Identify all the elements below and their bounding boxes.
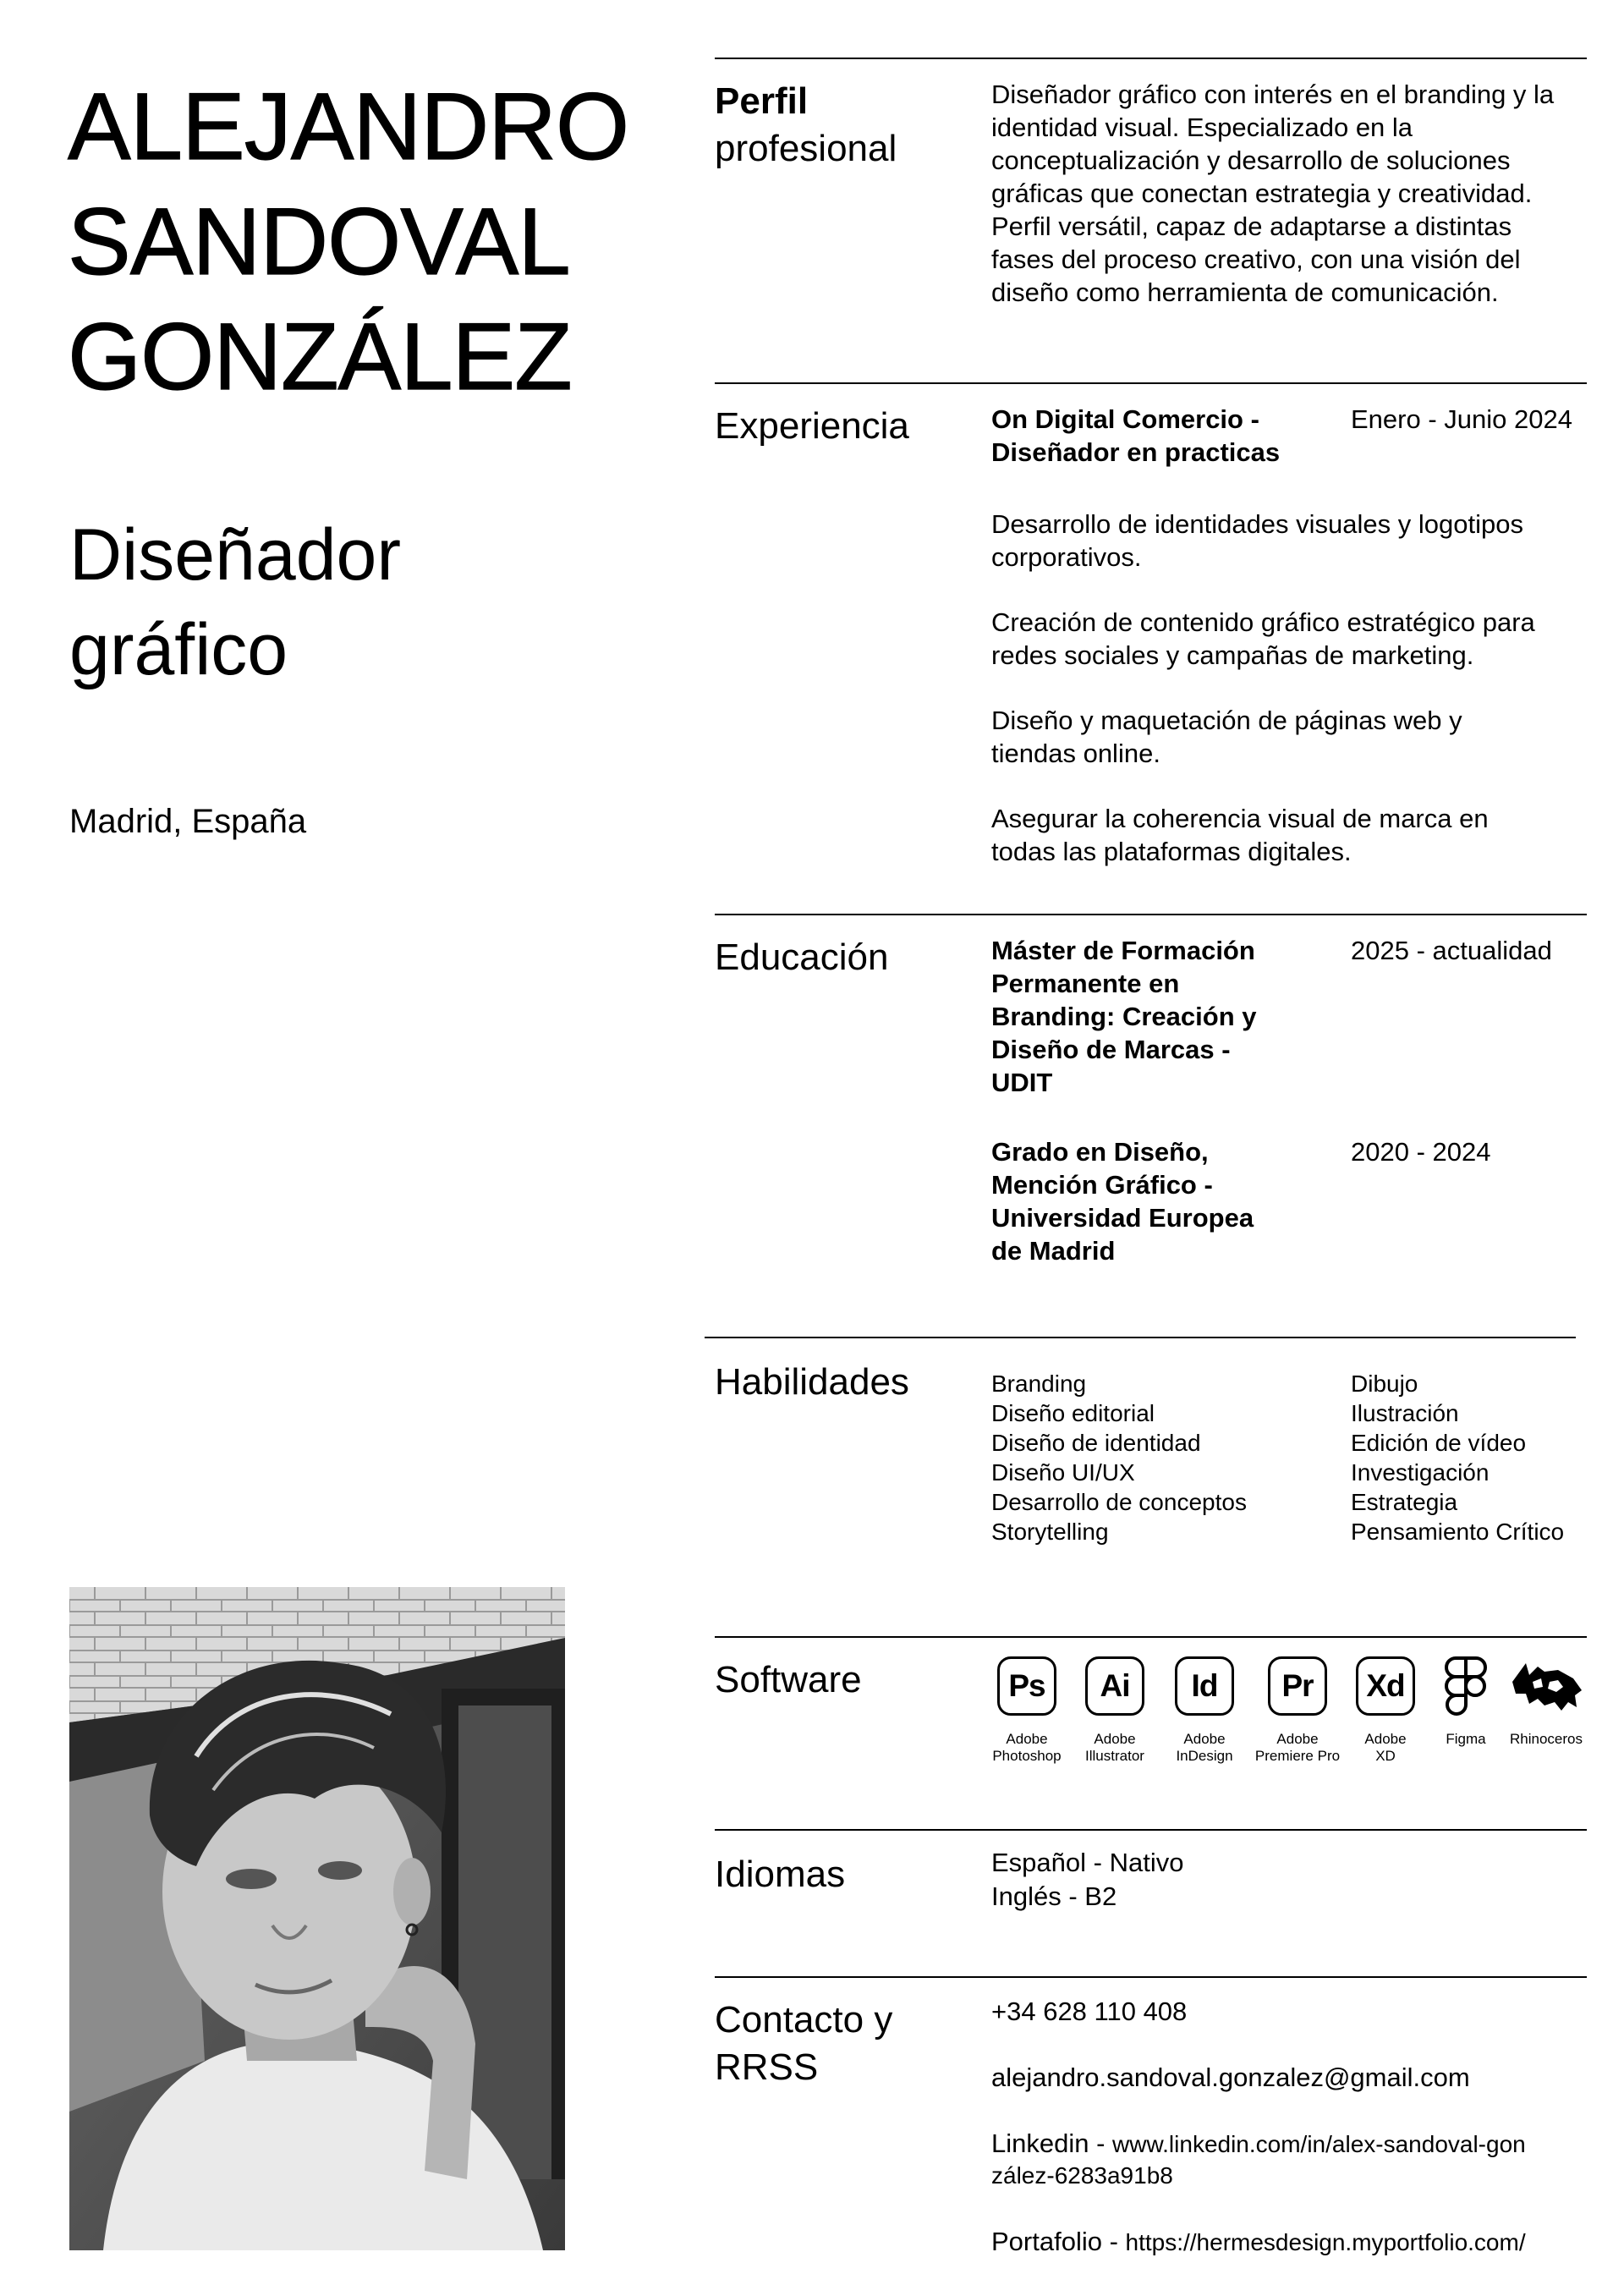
figma-icon [1440, 1656, 1491, 1719]
education-item: Máster de Formación Permanente en Branding: Creación y Diseño de Marcas - UDIT [991, 936, 1257, 1097]
skill-item: Branding [991, 1370, 1087, 1397]
job-date: Enero - Junio 2024 [1351, 404, 1572, 434]
section-title-idiomas: Idiomas [715, 1854, 846, 1895]
section-title-contacto: Contacto y RRSS [715, 1999, 893, 2088]
divider-educacion [715, 914, 1587, 915]
skill-item: Estrategia [1351, 1489, 1458, 1515]
email-link[interactable]: alejandro.sandoval.gonzalez@gmail.com [991, 2063, 1470, 2092]
skill-item: Diseño editorial [991, 1400, 1155, 1426]
software-illustrator: Ai Adobe Illustrator [1073, 1656, 1157, 1765]
location: Madrid, España [69, 803, 307, 840]
xd-icon: Xd [1356, 1656, 1415, 1716]
phone-number[interactable]: +34 628 110 408 [991, 1997, 1188, 2026]
divider-experiencia [715, 382, 1587, 384]
divider-software [715, 1636, 1587, 1638]
skills-column-1 [991, 1369, 1247, 1546]
linkedin-link[interactable]: Linkedin - www.linkedin.com/in/alex-sandoval-gon [991, 2128, 1526, 2158]
software-figma: Figma [1428, 1656, 1504, 1748]
section-title-software: Software [715, 1659, 862, 1700]
section-title-perfil: Perfil profesional [715, 80, 897, 169]
indesign-icon: Id [1175, 1656, 1234, 1716]
portfolio-link[interactable]: Portafolio - https://hermesdesign.myportfolio.com/ [991, 2227, 1526, 2256]
skill-item: Dibujo [1351, 1370, 1418, 1397]
job-role: Diseñador gráfico [69, 514, 401, 690]
job-title: On Digital Comercio - Diseñador en practicas [991, 404, 1281, 467]
skill-item: Edición de vídeo [1351, 1430, 1527, 1456]
skill-item: Desarrollo de conceptos [991, 1489, 1247, 1515]
language-item: Inglés - B2 [991, 1881, 1117, 1911]
skill-item: Diseño UI/UX [991, 1459, 1135, 1486]
job-task: Creación de contenido gráfico estratégico para redes sociales y campañas de marketing. [991, 607, 1535, 670]
section-title-educacion: Educación [715, 937, 889, 978]
linkedin-link-continued[interactable]: zález-6283a91b8 [991, 2162, 1173, 2189]
job-task: Diseño y maquetación de páginas web y tiendas online. [991, 706, 1462, 768]
education-item: Grado en Diseño, Mención Gráfico - Universidad Europea de Madrid [991, 1137, 1254, 1266]
skill-item: Pensamiento Crítico [1351, 1519, 1565, 1545]
language-item: Español - Nativo [991, 1848, 1184, 1877]
software-xd: Xd Adobe XD [1343, 1656, 1428, 1765]
divider-idiomas [715, 1829, 1587, 1831]
premiere-icon: Pr [1268, 1656, 1327, 1716]
software-indesign: Id Adobe InDesign [1162, 1656, 1247, 1765]
divider-habilidades [705, 1337, 1576, 1338]
rhinoceros-icon [1507, 1656, 1585, 1719]
full-name: ALEJANDRO SANDOVAL GONZÁLEZ [68, 74, 629, 409]
education-date: 2025 - actualidad [1351, 936, 1552, 965]
skill-item: Diseño de identidad [991, 1430, 1201, 1456]
divider-top [715, 58, 1587, 59]
profile-photo [69, 1587, 565, 2250]
software-premiere: Pr Adobe Premiere Pro [1251, 1656, 1344, 1765]
photoshop-icon: Ps [997, 1656, 1056, 1716]
section-title-experiencia: Experiencia [715, 405, 909, 447]
skill-item: Ilustración [1351, 1400, 1459, 1426]
skill-item: Investigación [1351, 1459, 1490, 1486]
skills-column-2 [1351, 1369, 1564, 1546]
education-date: 2020 - 2024 [1351, 1137, 1491, 1167]
perfil-text: Diseñador gráfico con interés en el branding y la identidad visual. Especializado en la conceptualización y desarrollo de soluciones gráficas que conectan estrategia y creatividad. Perfil versátil, capaz de adaptarse a distintas fases del proceso creativo, con una visión del diseño como herramienta de comunicación. [991, 80, 1555, 307]
divider-contacto [715, 1976, 1587, 1978]
section-title-habilidades: Habilidades [715, 1361, 909, 1403]
illustrator-icon: Ai [1085, 1656, 1144, 1716]
skill-item: Storytelling [991, 1519, 1109, 1545]
job-task: Asegurar la coherencia visual de marca en todas las plataformas digitales. [991, 804, 1489, 866]
software-photoshop: Ps Adobe Photoshop [985, 1656, 1069, 1765]
job-task: Desarrollo de identidades visuales y logotipos corporativos. [991, 509, 1523, 572]
software-rhinoceros: Rhinoceros [1504, 1656, 1588, 1748]
